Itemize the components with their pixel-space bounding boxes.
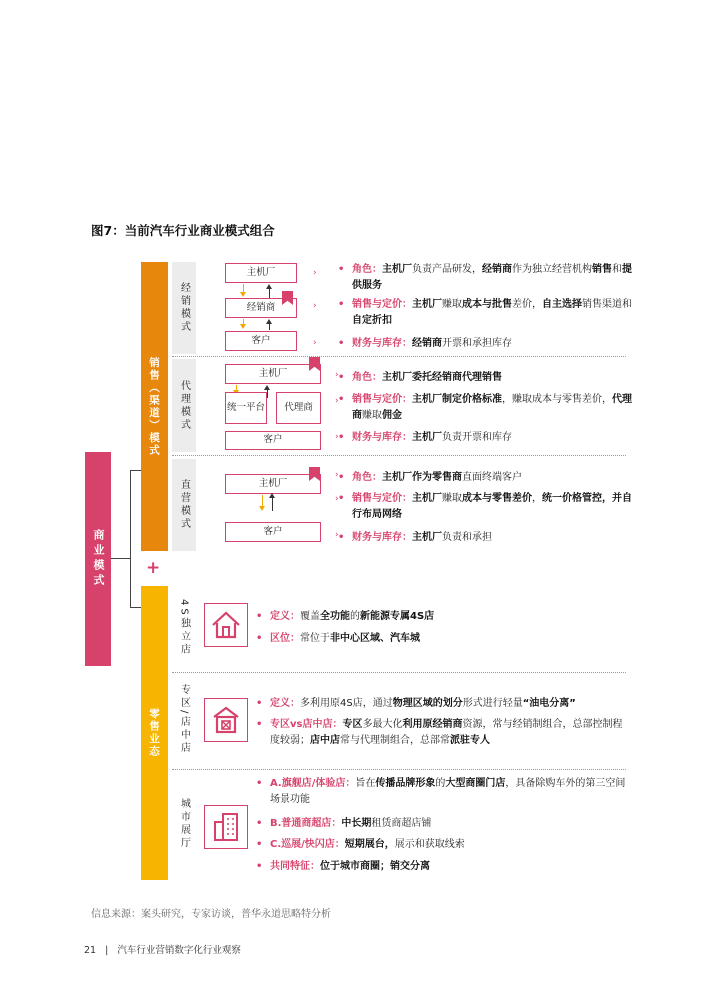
box-customer: 客户	[225, 331, 297, 351]
plus-icon: +	[146, 558, 161, 578]
box-customer: 客户	[225, 522, 321, 542]
caret-icon: ›	[313, 268, 317, 278]
connector-trunk	[130, 470, 131, 607]
box-oem: 主机厂	[225, 263, 297, 283]
bullet-finance: • 财务与库存：经销商开票和承担库存	[338, 338, 512, 349]
label-agency-model: 代理模式	[172, 359, 196, 452]
bullet-pricing: • 销售与定价：主机厂制定价格标准，赚取成本与零售差价，代理商赚取佣金	[338, 394, 632, 421]
bullet-zone-vs-shop: • 专区vs店中店：专区多最大化利用原经销商资源，常与经销制组合，总部控制程度较弱；店中店常与代理制组合，总部常派驻专人	[256, 719, 623, 746]
connector-retail	[130, 607, 141, 608]
connector-root	[111, 558, 130, 559]
page-number: 21	[84, 945, 97, 956]
bullet-pricing: • 销售与定价：主机厂赚取成本与批售差价，自主选择销售渠道和自定折扣	[338, 299, 632, 326]
bullet-role: • 角色：主机厂作为零售商直面终端客户	[338, 472, 522, 483]
arrow-down-icon	[236, 385, 237, 391]
divider	[172, 455, 626, 456]
caret-icon: ›	[335, 494, 339, 504]
divider	[172, 356, 626, 357]
bullet-definition: • 定义：多利用原4S店，通过物理区域的划分形式进行轻量“油电分离”	[256, 698, 576, 709]
arrow-up-icon	[272, 497, 273, 511]
bullet-common-features: • 共同特征：位于城市商圈；销交分离	[256, 861, 430, 872]
connector-sales	[130, 470, 141, 471]
bullet-definition: • 定义：覆盖全功能的新能源专属4S店	[256, 611, 435, 622]
label-direct-model: 直营模式	[172, 459, 196, 551]
box-oem: 主机厂	[225, 364, 321, 384]
label-city-showroom: 城市展厅	[178, 798, 190, 850]
arrow-down-icon	[262, 495, 263, 507]
sales-channel-bar: 销售（渠道）模式	[141, 262, 168, 551]
building-icon	[204, 805, 248, 849]
arrow-down-icon	[243, 319, 244, 325]
bullet-role: • 角色：主机厂委托经销商代理销售	[338, 372, 502, 383]
document-title: 汽车行业营销数字化行业观察	[117, 945, 241, 956]
bullet-pricing: • 销售与定价：主机厂赚取成本与零售差价，统一价格管控，并自行布局网络	[338, 493, 632, 520]
label-4s-store: 4S独立店	[178, 599, 190, 657]
label-dealership-model: 经销模式	[172, 262, 196, 354]
box-agent: 代理商	[276, 392, 321, 424]
divider	[172, 672, 626, 673]
store-icon	[204, 698, 248, 742]
box-unified-platform: 统一平台	[225, 392, 267, 424]
bullet-role: • 角色：主机厂负责产品研发，经销商作为独立经营机构销售和提供服务	[338, 264, 632, 291]
caret-icon: ›	[335, 432, 339, 442]
caret-icon: ›	[335, 470, 339, 480]
caret-icon: ›	[313, 338, 317, 348]
bullet-location: • 区位：常位于非中心区域、汽车城	[256, 633, 420, 644]
box-customer: 客户	[225, 431, 321, 450]
label-zone-store: 专区/店中店	[178, 684, 190, 756]
source-note: 信息来源：案头研究，专家访谈，普华永道思略特分析	[91, 909, 331, 920]
box-oem: 主机厂	[225, 474, 321, 494]
divider	[172, 769, 626, 770]
caret-icon: ›	[313, 301, 317, 311]
bullet-flagship: • A.旗舰店/体验店：旨在传播品牌形象的大型商圈门店，具备除购车外的第三空间场景功能	[256, 778, 626, 805]
footer-separator: |	[105, 945, 109, 956]
arrow-up-icon	[269, 323, 270, 330]
arrow-up-icon	[269, 288, 270, 298]
bullet-mall-store: • B.普通商超店：中长期租赁商超店铺	[256, 818, 432, 829]
bullet-finance: • 财务与库存：主机厂负责开票和库存	[338, 432, 512, 443]
caret-icon: ›	[335, 370, 339, 380]
retail-format-bar: 零售业态	[141, 586, 168, 880]
arrow-up-icon	[267, 389, 268, 398]
house-icon	[204, 603, 248, 647]
figure-title: 图7：当前汽车行业商业模式组合	[91, 223, 275, 238]
page-footer	[84, 942, 241, 956]
box-dealer: 经销商	[225, 298, 297, 318]
bullet-popup-store: • C.巡展/快闪店：短期展台，展示和获取线索	[256, 839, 465, 850]
caret-icon: ›	[335, 396, 339, 406]
caret-icon: ›	[335, 530, 339, 540]
arrow-down-icon	[243, 284, 244, 293]
business-model-root: 商业模式	[85, 452, 111, 666]
bullet-finance: • 财务与库存：主机厂负责和承担	[338, 532, 492, 543]
